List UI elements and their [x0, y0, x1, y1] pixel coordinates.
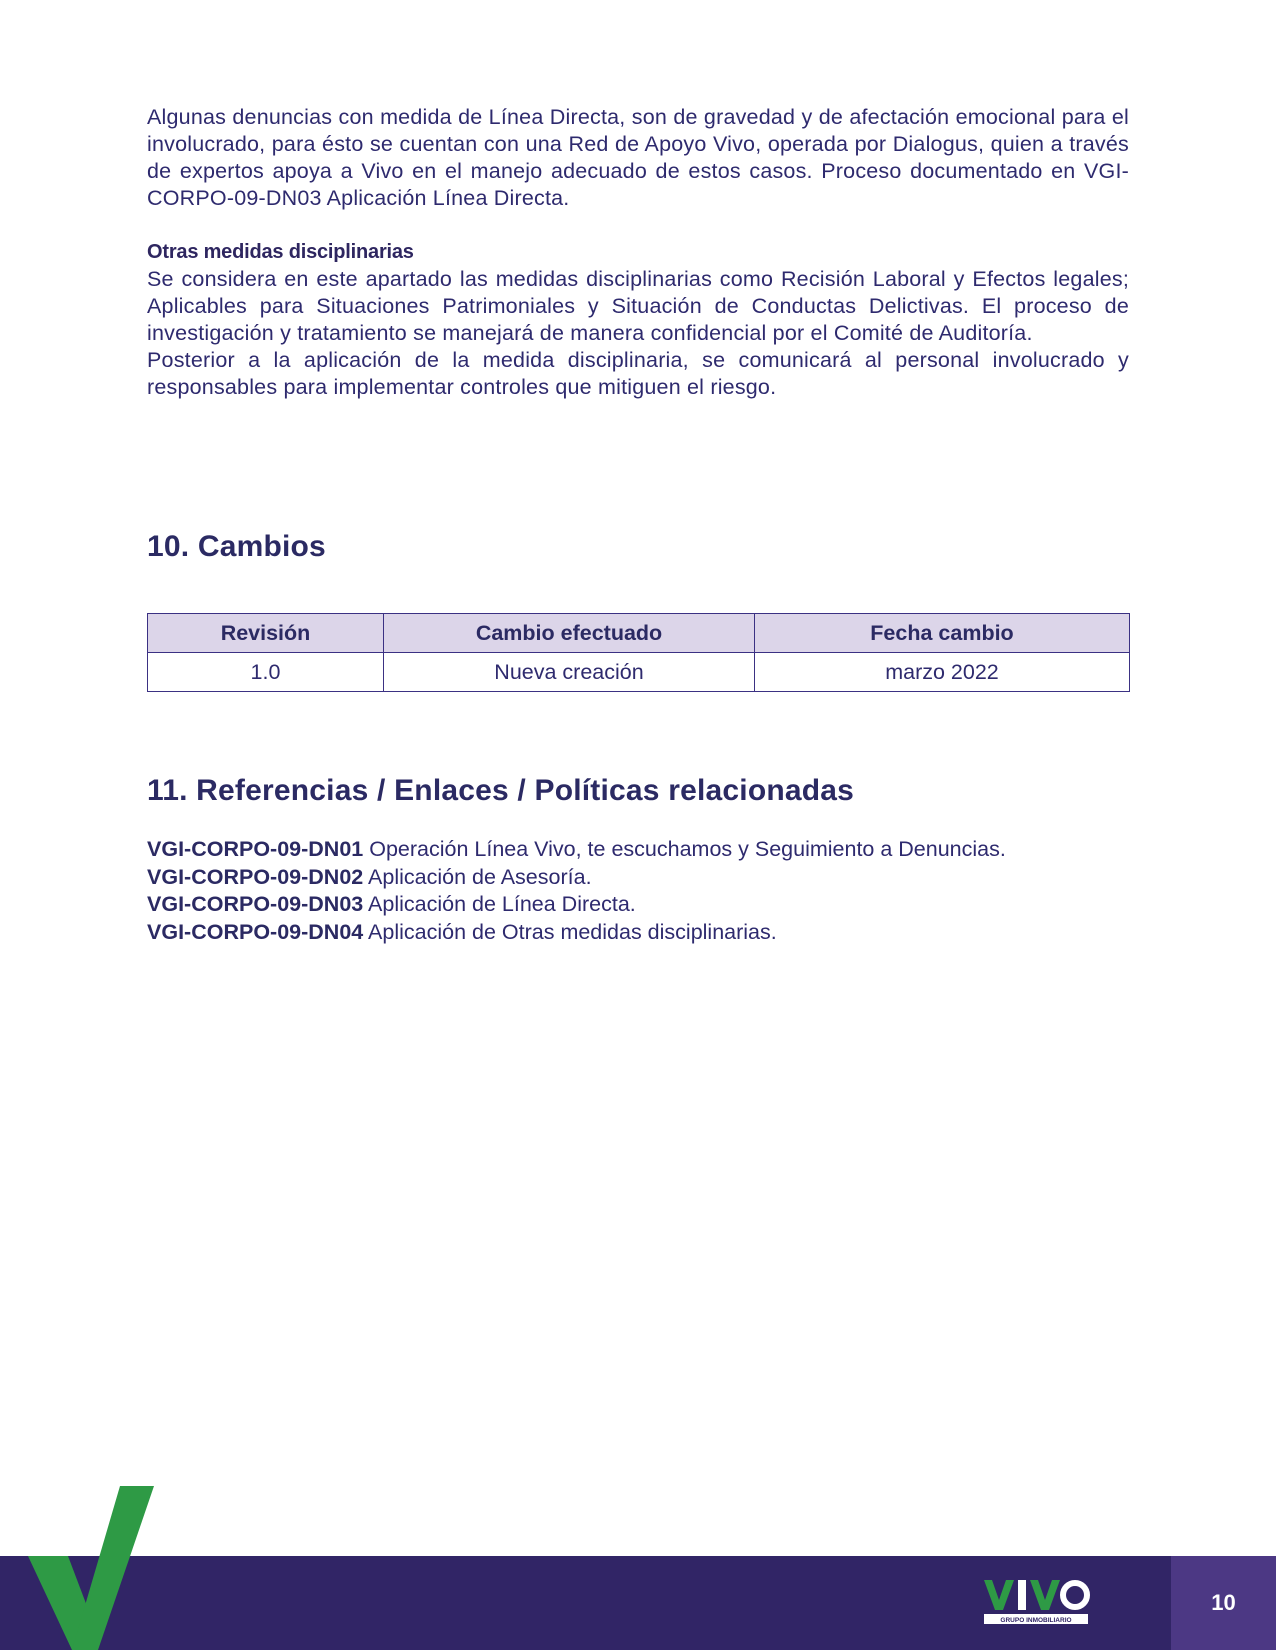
reference-text: Aplicación de Asesoría.	[368, 864, 592, 889]
reference-code: VGI-CORPO-09-DN01	[147, 837, 364, 861]
column-header-date: Fecha cambio	[755, 614, 1130, 653]
intro-paragraph: Algunas denuncias con medida de Línea Directa, son de gravedad y de afectación emocional para el involucrado, para ésto se cuentan con una Red de Apoyo Vivo, operada por Dialogus, quien a través de expertos apoya a Vivo en el manejo adecuado de estos casos. Proceso documentado en VGI-CORPO-09-DN03 Aplicación Línea Directa.	[147, 105, 1129, 210]
section-10-title: 10. Cambios	[147, 530, 326, 563]
column-header-revision: Revisión	[148, 614, 384, 653]
document-body	[147, 104, 1129, 401]
cell-revision: 1.0	[148, 653, 384, 692]
table-row	[148, 653, 1130, 692]
reference-text: Operación Línea Vivo, te escuchamos y Seguimiento a Denuncias.	[369, 837, 1006, 861]
table-header-row	[148, 614, 1130, 653]
cell-date: marzo 2022	[755, 653, 1130, 692]
logo-subtext: GRUPO INMOBILIARIO	[1000, 1617, 1072, 1624]
reference-code: VGI-CORPO-09-DN02	[147, 864, 364, 889]
section-11-title: 11. Referencias / Enlaces / Políticas relacionadas	[147, 774, 855, 807]
other-measures-heading: Otras medidas disciplinarias	[147, 241, 414, 263]
reference-text: Aplicación de Otras medidas disciplinarias.	[368, 919, 777, 944]
reference-code: VGI-CORPO-09-DN03	[147, 892, 364, 916]
reference-text: Aplicación de Línea Directa.	[368, 892, 636, 916]
other-measures-paragraph-2: Posterior a la aplicación de la medida disciplinaria, se comunicará al personal involucrado y responsables para implementar controles que mitiguen el riesgo.	[147, 348, 1129, 399]
list-item	[147, 919, 1147, 947]
changes-table	[147, 613, 1130, 692]
other-measures-paragraph-1: Se considera en este apartado las medidas disciplinarias como Recisión Laboral y Efectos legales; Aplicables para Situaciones Patrimoniales y Situación de Conductas Delictivas. El proceso de investigación y tratamiento se manejará de manera confidencial por el Comité de Auditoría.	[147, 267, 1129, 345]
page-number: 10	[1171, 1556, 1276, 1650]
column-header-change: Cambio efectuado	[384, 614, 755, 653]
vivo-logo	[980, 1574, 1090, 1628]
references-list	[147, 836, 1147, 946]
cell-change: Nueva creación	[384, 653, 755, 692]
checkmark-icon	[0, 1480, 160, 1650]
list-item	[147, 864, 1147, 892]
reference-code: VGI-CORPO-09-DN04	[147, 919, 364, 944]
list-item	[147, 891, 1147, 919]
list-item	[147, 836, 1147, 864]
